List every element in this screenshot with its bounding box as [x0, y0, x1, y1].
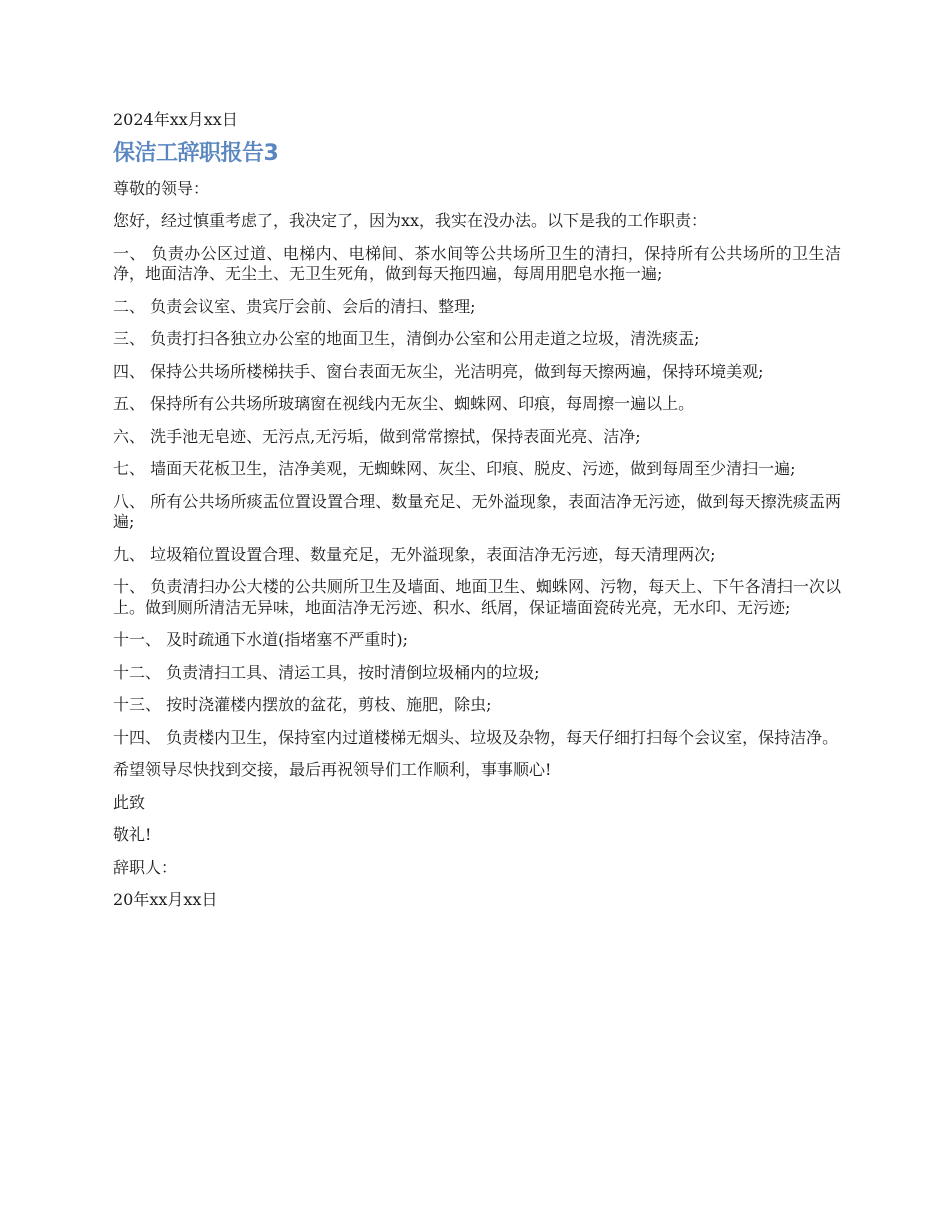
list-number: 十四、 — [113, 727, 162, 747]
list-text: 墙面天花板卫生，洁净美观，无蜘蛛网、灰尘、印痕、脱皮、污迹，做到每周至少清扫一遍; — [145, 459, 796, 478]
list-item — [113, 362, 841, 383]
list-text: 负责会议室、贵宾厅会前、会后的清扫、整理; — [145, 296, 476, 316]
list-number: 九、 — [113, 544, 146, 564]
list-number: 二、 — [113, 296, 146, 316]
list-item — [113, 492, 841, 533]
list-item — [113, 577, 841, 618]
list-text: 所有公共场所痰盂位置设置合理、数量充足、无外溢现象，表面洁净无污迹，做到每天擦洗痰盂两遍; — [113, 491, 841, 531]
list-text: 负责打扫各独立办公室的地面卫生，清倒办公室和公用走道之垃圾，清洗痰盂; — [145, 329, 700, 348]
resigner-label: 辞职人： — [113, 857, 178, 877]
list-text: 负责清扫工具、清运工具，按时清倒垃圾桶内的垃圾; — [161, 662, 540, 682]
document-page — [113, 110, 841, 923]
list-text: 负责楼内卫生，保持室内过道楼梯无烟头、垃圾及杂物，每天仔细打扫每个会议室，保持洁净。 — [161, 727, 839, 747]
list-item — [113, 244, 841, 285]
list-item — [113, 728, 841, 749]
list-item — [113, 394, 841, 415]
duties-list — [113, 244, 841, 749]
list-number: 一、 — [113, 243, 146, 263]
list-number: 十二、 — [113, 662, 162, 682]
list-text: 按时浇灌楼内摆放的盆花，剪枝、施肥，除虫; — [161, 695, 492, 714]
list-item — [113, 427, 841, 448]
list-number: 十、 — [113, 577, 146, 596]
list-number: 四、 — [113, 361, 146, 381]
list-number: 六、 — [113, 426, 146, 446]
list-text: 保持所有公共场所玻璃窗在视线内无灰尘、蜘蛛网、印痕，每周擦一遍以上。 — [145, 394, 695, 413]
date-bottom: 20年xx月xx日 — [113, 890, 218, 909]
list-item — [113, 630, 841, 651]
list-item — [113, 663, 841, 684]
list-number: 五、 — [113, 394, 146, 413]
list-text: 负责办公区过道、电梯内、电梯间、茶水间等公共场所卫生的清扫，保持所有公共场所的卫生洁净，地面洁净、无尘土、无卫生死角，做到每天拖四遍，每周用肥皂水拖一遍; — [113, 243, 841, 283]
list-item — [113, 545, 841, 566]
list-number: 七、 — [113, 459, 146, 478]
date-top: 2024年xx月xx日 — [113, 110, 238, 129]
list-item — [113, 459, 841, 480]
closing-wish: 希望领导尽快找到交接，最后再祝领导们工作顺利，事事顺心! — [113, 760, 552, 779]
jing-li: 敬礼! — [113, 825, 152, 844]
list-number: 三、 — [113, 329, 146, 348]
list-number: 八、 — [113, 491, 146, 511]
salutation: 尊敬的领导： — [113, 178, 210, 198]
list-text: 洗手池无皂迹、无污点,无污垢，做到常常擦拭，保持表面光亮、洁净; — [145, 426, 641, 446]
list-item — [113, 297, 841, 318]
ci-zhi: 此致 — [113, 792, 146, 812]
list-text: 垃圾箱位置设置合理、数量充足，无外溢现象，表面洁净无污迹，每天清理两次; — [145, 544, 716, 564]
intro-paragraph: 您好，经过慎重考虑了，我决定了，因为xx，我实在没办法。以下是我的工作职责： — [113, 211, 708, 230]
list-text: 保持公共场所楼梯扶手、窗台表面无灰尘，光洁明亮，做到每天擦两遍，保持环境美观; — [145, 361, 764, 381]
list-number: 十三、 — [113, 695, 162, 714]
list-number: 十一、 — [113, 630, 162, 649]
list-text: 负责清扫办公大楼的公共厕所卫生及墙面、地面卫生、蜘蛛网、污物，每天上、下午各清扫一次以上。做到厕所清洁无异味，地面洁净无污迹、积水、纸屑，保证墙面瓷砖光亮，无水印、无污迹; — [113, 577, 841, 617]
list-text: 及时疏通下水道(指堵塞不严重时); — [161, 630, 408, 649]
page-title: 保洁工辞职报告3 — [113, 140, 279, 166]
list-item — [113, 329, 841, 350]
list-item — [113, 695, 841, 716]
